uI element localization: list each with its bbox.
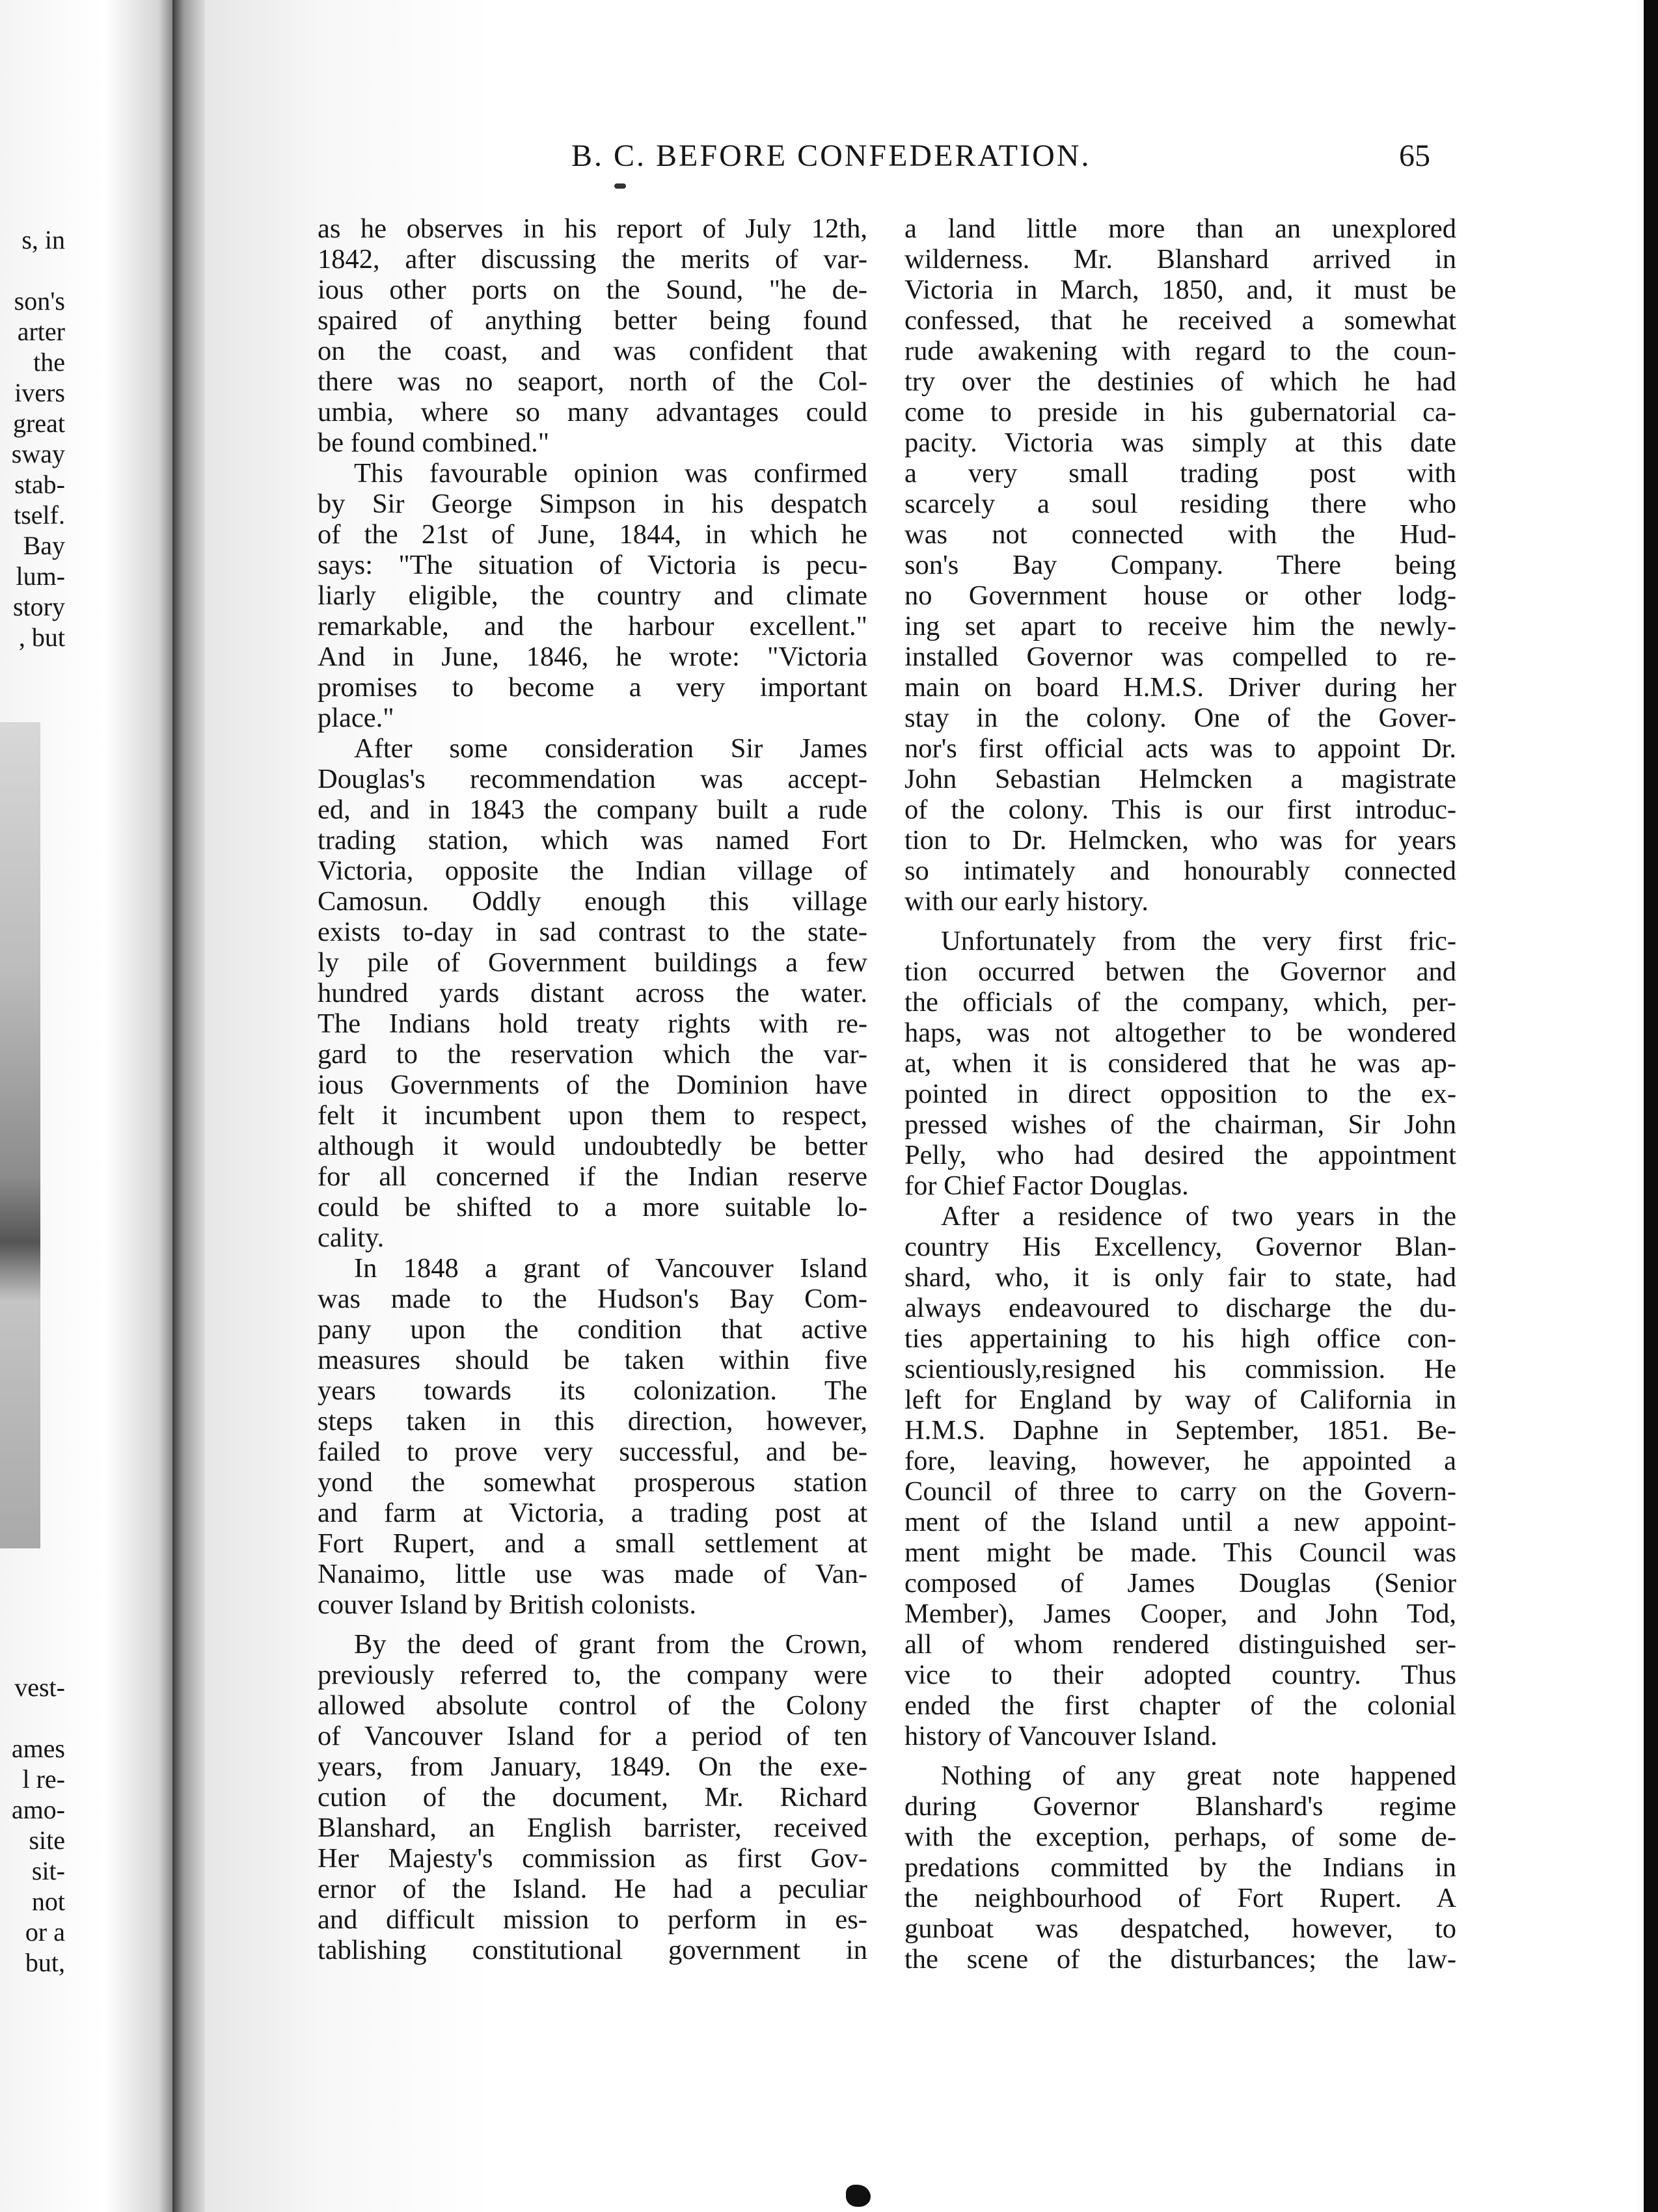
left-page-fragment: tself. bbox=[14, 500, 65, 530]
left-page-fragment: l re- bbox=[22, 1764, 65, 1794]
left-page-fragment: but, bbox=[25, 1948, 65, 1977]
text-line: of the 21st of June, 1844, in which he bbox=[318, 519, 867, 550]
text-line: years, from January, 1849. On the exe- bbox=[318, 1751, 867, 1782]
text-line: ed, and in 1843 the company built a rude bbox=[318, 794, 867, 825]
text-line: as he observes in his report of July 12th, bbox=[318, 213, 867, 244]
text-line: gard to the reservation which the var- bbox=[318, 1039, 867, 1070]
text-line: ties appertaining to his high office con- bbox=[904, 1323, 1456, 1354]
text-line: tion occurred betwen the Governor and bbox=[904, 956, 1456, 987]
left-page-fragment: not bbox=[31, 1887, 65, 1916]
text-line: a very small trading post with bbox=[904, 458, 1456, 489]
text-line: of the colony. This is our first introduc- bbox=[904, 794, 1456, 825]
text-line: hundred yards distant across the water. bbox=[318, 978, 867, 1008]
text-line: ment might be made. This Council was bbox=[904, 1537, 1456, 1568]
text-line: Council of three to carry on the Govern- bbox=[904, 1476, 1456, 1507]
left-page-fragment: son's bbox=[14, 286, 65, 316]
left-page-fragment: lum- bbox=[16, 561, 65, 591]
scan-speck bbox=[846, 2185, 871, 2207]
left-page-edge bbox=[0, 0, 172, 2212]
text-line: try over the destinies of which he had bbox=[904, 366, 1456, 397]
text-line: cality. bbox=[318, 1222, 385, 1253]
text-line: the officials of the company, which, per- bbox=[904, 987, 1456, 1018]
text-line: Member), James Cooper, and John Tod, bbox=[904, 1598, 1456, 1629]
scan-edge-bar bbox=[1644, 0, 1658, 2212]
text-line: Blanshard, an English barrister, received bbox=[318, 1813, 867, 1843]
text-line: stay in the colony. One of the Gover- bbox=[904, 703, 1456, 733]
left-page-fragment: ivers bbox=[14, 378, 65, 407]
text-line: no Government house or other lodg- bbox=[904, 580, 1456, 611]
text-line: confessed, that he received a somewhat bbox=[904, 305, 1456, 336]
text-line: during Governor Blanshard's regime bbox=[904, 1791, 1456, 1822]
left-page-fragment: s, in bbox=[21, 225, 65, 254]
text-line: although it would undoubtedly be better bbox=[318, 1131, 867, 1161]
text-line: And in June, 1846, he wrote: "Victoria bbox=[318, 641, 867, 672]
text-line: with our early history. bbox=[904, 886, 1148, 917]
text-line: fore, leaving, however, he appointed a bbox=[904, 1446, 1456, 1476]
text-line: tion to Dr. Helmcken, who was for years bbox=[904, 825, 1456, 856]
left-page-photo-edge bbox=[0, 722, 40, 1548]
text-line: rude awakening with regard to the coun- bbox=[904, 336, 1456, 366]
left-page-fragment: sway bbox=[11, 439, 65, 468]
text-line: ment of the Island until a new appoint- bbox=[904, 1507, 1456, 1537]
text-line: This favourable opinion was confirmed bbox=[354, 458, 867, 489]
text-line: gunboat was despatched, however, to bbox=[904, 1913, 1456, 1944]
text-line: The Indians hold treaty rights with re- bbox=[318, 1008, 867, 1039]
text-line: pointed in direct opposition to the ex- bbox=[904, 1079, 1456, 1109]
page-number: 65 bbox=[1399, 139, 1430, 173]
text-line: pacity. Victoria was simply at this date bbox=[904, 427, 1456, 458]
text-line: and difficult mission to perform in es- bbox=[318, 1904, 867, 1935]
text-line: place." bbox=[318, 703, 394, 733]
text-line: H.M.S. Daphne in September, 1851. Be- bbox=[904, 1415, 1456, 1446]
text-line: predations committed by the Indians in bbox=[904, 1852, 1456, 1883]
left-page-fragment bbox=[0, 255, 65, 286]
text-line: Camosun. Oddly enough this village bbox=[318, 886, 867, 917]
text-line: failed to prove very successful, and be- bbox=[318, 1436, 867, 1467]
text-line: ernor of the Island. He had a peculiar bbox=[318, 1874, 867, 1904]
text-line: a land little more than an unexplored bbox=[904, 213, 1456, 244]
text-line: ious Governments of the Dominion have bbox=[318, 1070, 867, 1100]
text-line: spaired of anything better being found bbox=[318, 305, 867, 336]
text-line: scientiously,resigned his commission. He bbox=[904, 1354, 1456, 1384]
left-page-fragment: sit- bbox=[31, 1856, 65, 1885]
left-text-column bbox=[318, 213, 867, 1965]
text-line: exists to-day in sad contrast to the state- bbox=[318, 917, 867, 947]
left-page-text-fragments-bottom bbox=[0, 1672, 65, 1978]
left-page-fragment: the bbox=[33, 347, 65, 377]
text-line: at, when it is considered that he was ap- bbox=[904, 1048, 1456, 1079]
text-line: always endeavoured to discharge the du- bbox=[904, 1293, 1456, 1323]
text-line: trading station, which was named Fort bbox=[318, 825, 867, 856]
text-line: country His Excellency, Governor Blan- bbox=[904, 1232, 1456, 1262]
left-page-fragment: or a bbox=[25, 1917, 65, 1947]
text-line: steps taken in this direction, however, bbox=[318, 1406, 867, 1436]
text-line: composed of James Douglas (Senior bbox=[904, 1568, 1456, 1598]
left-page-fragment: Bay bbox=[23, 531, 65, 560]
text-line: the scene of the disturbances; the law- bbox=[904, 1944, 1456, 1975]
left-page-fragment: story bbox=[13, 592, 65, 621]
text-line: there was no seaport, north of the Col- bbox=[318, 366, 867, 397]
left-page-fragment: , but bbox=[18, 623, 65, 652]
text-line: with the exception, perhaps, of some de- bbox=[904, 1822, 1456, 1852]
text-line: After some consideration Sir James bbox=[354, 733, 867, 764]
text-line: In 1848 a grant of Vancouver Island bbox=[354, 1253, 867, 1284]
text-line: haps, was not altogether to be wondered bbox=[904, 1018, 1456, 1048]
text-line: scarcely a soul residing there who bbox=[904, 489, 1456, 519]
text-line: wilderness. Mr. Blanshard arrived in bbox=[904, 244, 1456, 275]
text-line: nor's first official acts was to appoint Dr. bbox=[904, 733, 1456, 764]
text-line: of Vancouver Island for a period of ten bbox=[318, 1721, 867, 1751]
text-line: Pelly, who had desired the appointment bbox=[904, 1140, 1456, 1170]
text-line: previously referred to, the company were bbox=[318, 1660, 867, 1690]
text-line: Nothing of any great note happened bbox=[941, 1760, 1456, 1791]
text-line: Fort Rupert, and a small settlement at bbox=[318, 1528, 867, 1559]
text-line: Her Majesty's commission as first Gov- bbox=[318, 1843, 867, 1874]
book-gutter bbox=[172, 0, 205, 2212]
left-page-text-fragments-top bbox=[0, 224, 65, 653]
text-line: Unfortunately from the very first fric- bbox=[941, 926, 1456, 956]
text-line: umbia, where so many advantages could bbox=[318, 397, 867, 427]
text-line: yond the somewhat prosperous station bbox=[318, 1467, 867, 1498]
text-line: ing set apart to receive him the newly- bbox=[904, 611, 1456, 641]
left-page-fragment: stab- bbox=[14, 470, 65, 499]
left-page-fragment: arter bbox=[17, 317, 65, 346]
text-line: for all concerned if the Indian reserve bbox=[318, 1161, 867, 1192]
text-line: all of whom rendered distinguished ser- bbox=[904, 1629, 1456, 1660]
text-line: installed Governor was compelled to re- bbox=[904, 641, 1456, 672]
text-line: was made to the Hudson's Bay Com- bbox=[318, 1284, 867, 1314]
text-line: measures should be taken within five bbox=[318, 1345, 867, 1375]
text-line: shard, who, it is only fair to state, had bbox=[904, 1262, 1456, 1293]
text-line: After a residence of two years in the bbox=[941, 1201, 1456, 1232]
text-line: felt it incumbent upon them to respect, bbox=[318, 1100, 867, 1131]
text-line: ly pile of Government buildings a few bbox=[318, 947, 867, 978]
text-line: allowed absolute control of the Colony bbox=[318, 1690, 867, 1721]
text-line: John Sebastian Helmcken a magistrate bbox=[904, 764, 1456, 794]
left-page-fragment: amo- bbox=[11, 1795, 65, 1824]
text-line: says: "The situation of Victoria is pecu- bbox=[318, 550, 867, 580]
text-line: son's Bay Company. There being bbox=[904, 550, 1456, 580]
left-page-fragment: great bbox=[13, 409, 65, 438]
text-line: tablishing constitutional government in bbox=[318, 1935, 867, 1965]
left-page-fragment bbox=[0, 1703, 65, 1733]
text-line: cution of the document, Mr. Richard bbox=[318, 1782, 867, 1813]
text-line: for Chief Factor Douglas. bbox=[904, 1170, 1189, 1201]
text-line: 1842, after discussing the merits of var- bbox=[318, 244, 867, 275]
text-line: Douglas's recommendation was accept- bbox=[318, 764, 867, 794]
paragraph-gap bbox=[318, 1620, 867, 1629]
ornament-mark bbox=[614, 183, 626, 189]
right-text-column bbox=[904, 213, 1456, 1975]
text-line: be found combined." bbox=[318, 427, 550, 458]
text-line: history of Vancouver Island. bbox=[904, 1721, 1217, 1751]
text-line: and farm at Victoria, a trading post at bbox=[318, 1498, 867, 1528]
text-line: ended the first chapter of the colonial bbox=[904, 1690, 1456, 1721]
paragraph-gap bbox=[904, 1751, 1456, 1760]
left-page-fragment: site bbox=[29, 1826, 65, 1855]
left-page-fragment: vest- bbox=[14, 1673, 65, 1702]
text-line: pressed wishes of the chairman, Sir John bbox=[904, 1109, 1456, 1140]
text-line: remarkable, and the harbour excellent." bbox=[318, 611, 867, 641]
text-line: Nanaimo, little use was made of Van- bbox=[318, 1559, 867, 1589]
text-line: so intimately and honourably connected bbox=[904, 856, 1456, 886]
text-line: on the coast, and was confident that bbox=[318, 336, 867, 366]
text-line: could be shifted to a more suitable lo- bbox=[318, 1192, 867, 1222]
text-line: was not connected with the Hud- bbox=[904, 519, 1456, 550]
text-line: by Sir George Simpson in his despatch bbox=[318, 489, 867, 519]
text-line: main on board H.M.S. Driver during her bbox=[904, 672, 1456, 703]
running-head: B. C. BEFORE CONFEDERATION. bbox=[571, 139, 1091, 173]
text-line: Victoria in March, 1850, and, it must be bbox=[904, 275, 1456, 305]
text-line: come to preside in his gubernatorial ca- bbox=[904, 397, 1456, 427]
text-line: ious other ports on the Sound, "he de- bbox=[318, 275, 867, 305]
text-line: By the deed of grant from the Crown, bbox=[354, 1629, 867, 1660]
text-line: the neighbourhood of Fort Rupert. A bbox=[904, 1883, 1456, 1913]
paragraph-gap bbox=[904, 917, 1456, 926]
left-page-fragment: ames bbox=[11, 1734, 65, 1763]
text-line: left for England by way of California in bbox=[904, 1384, 1456, 1415]
text-line: couver Island by British colonists. bbox=[318, 1589, 696, 1620]
text-line: years towards its colonization. The bbox=[318, 1375, 867, 1406]
text-line: pany upon the condition that active bbox=[318, 1314, 867, 1345]
text-line: liarly eligible, the country and climate bbox=[318, 580, 867, 611]
text-line: Victoria, opposite the Indian village of bbox=[318, 856, 867, 886]
text-line: promises to become a very important bbox=[318, 672, 867, 703]
text-line: vice to their adopted country. Thus bbox=[904, 1660, 1456, 1690]
